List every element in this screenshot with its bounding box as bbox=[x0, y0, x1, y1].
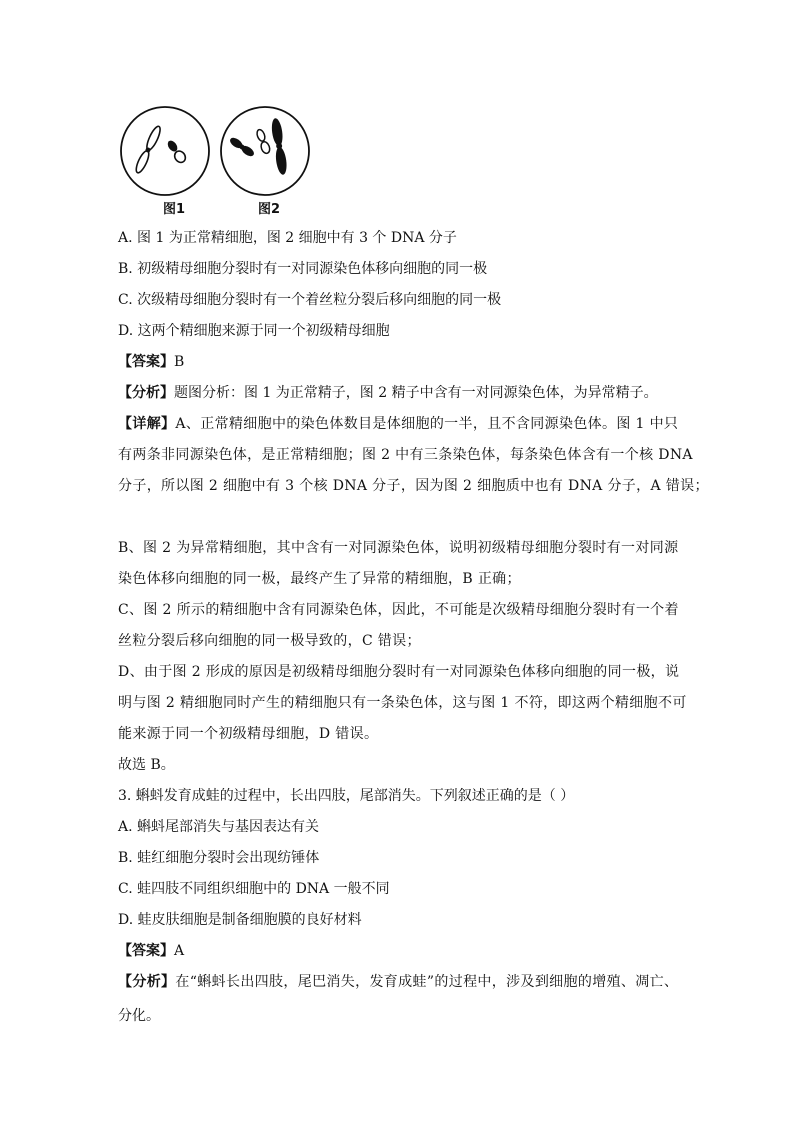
q2-conclusion: 故选 B。 bbox=[118, 757, 175, 773]
q2-detail-line-6: C、图 2 所示的精细胞中含有同源染色体，因此，不可能是次级精母细胞分裂时有一个着 bbox=[118, 602, 679, 618]
cell-1-chromosome-short bbox=[165, 138, 188, 164]
q2-detail-line-2: 有两条非同源染色体，是正常精细胞；图 2 中有三条染色体，每条染色体含有一个核 DNA bbox=[118, 447, 693, 463]
q3-option-a: A. 蝌蚪尾部消失与基因表达有关 bbox=[118, 819, 320, 835]
q2-detail-line-8: D、由于图 2 形成的原因是初级精母细胞分裂时有一对同源染色体移向细胞的同一极，说 bbox=[118, 664, 680, 680]
q2-option-c: C. 次级精母细胞分裂时有一个着丝粒分裂后移向细胞的同一极 bbox=[118, 292, 502, 308]
q2-detail-text-1: A、正常精细胞中的染色体数目是体细胞的一半，且不含同源染色体。图 1 中只 bbox=[175, 416, 679, 432]
q3-option-d: D. 蛙皮肤细胞是制备细胞膜的良好材料 bbox=[118, 912, 362, 928]
q2-detail-line-7: 丝粒分裂后移向细胞的同一极导致的，C 错误； bbox=[118, 633, 421, 649]
q2-detail-line-4: B、图 2 为异常精细胞，其中含有一对同源染色体，说明初级精母细胞分裂时有一对同源 bbox=[118, 540, 679, 556]
chromosome-diagram bbox=[118, 103, 318, 203]
q3-analysis-line-2: 分化。 bbox=[118, 1008, 160, 1024]
q2-option-a: A. 图 1 为正常精细胞，图 2 细胞中有 3 个 DNA 分子 bbox=[118, 230, 457, 246]
q2-detail-tag: 【详解】 bbox=[118, 416, 176, 432]
q2-answer-value: B bbox=[174, 354, 185, 370]
q2-analysis-text: 题图分析：图 1 为正常精子，图 2 精子中含有一对同源染色体，为异常精子。 bbox=[174, 385, 658, 401]
cell-2-chromosome-small-outline bbox=[255, 128, 271, 154]
q3-option-b: B. 蛙红细胞分裂时会出现纺锤体 bbox=[118, 850, 320, 866]
q2-option-b: B. 初级精母细胞分裂时有一对同源染色体移向细胞的同一极 bbox=[118, 261, 488, 277]
q2-analysis-tag: 【分析】 bbox=[118, 385, 174, 401]
q3-option-c: C. 蛙四肢不同组织细胞中的 DNA 一般不同 bbox=[118, 881, 390, 897]
q3-answer bbox=[118, 941, 184, 961]
q2-answer-tag: 【答案】 bbox=[118, 354, 174, 370]
sperm-cells-figure bbox=[118, 103, 318, 218]
q2-option-d: D. 这两个精细胞来源于同一个初级精母细胞 bbox=[118, 323, 390, 339]
cell-2-chromosome-long-filled bbox=[270, 118, 288, 176]
q2-detail-line-9: 明与图 2 精细胞同时产生的精细胞只有一条染色体，这与图 1 不符，即这两个精细胞不可 bbox=[118, 695, 687, 711]
figure-2-caption: 图2 bbox=[258, 202, 281, 217]
q2-analysis bbox=[118, 383, 658, 403]
q3-analysis-text-1: 在“蝌蚪长出四肢，尾巴消失，发育成蛙”的过程中，涉及到细胞的增殖、凋亡、 bbox=[175, 974, 679, 990]
q3-analysis-tag: 【分析】 bbox=[118, 974, 176, 990]
q3-analysis-line-1 bbox=[118, 972, 678, 992]
q2-answer bbox=[118, 352, 184, 372]
q3-stem: 3. 蝌蚪发育成蛙的过程中，长出四肢，尾部消失。下列叙述正确的是（ ） bbox=[118, 788, 575, 804]
q2-detail-line-5: 染色体移向细胞的同一极，最终产生了异常的精细胞，B 正确； bbox=[118, 571, 521, 587]
cell-2-outline bbox=[221, 107, 309, 195]
q2-detail-line-3: 分子，所以图 2 细胞中有 3 个核 DNA 分子，因为图 2 细胞质中也有 DNA 分子，A 错误； bbox=[118, 478, 709, 494]
q2-detail-line-1 bbox=[118, 414, 678, 434]
cell-1-outline bbox=[121, 107, 209, 195]
cell-1-chromosome-long bbox=[134, 125, 163, 175]
q3-answer-tag: 【答案】 bbox=[118, 943, 174, 959]
cell-2-chromosome-short-filled bbox=[228, 136, 256, 159]
q2-detail-line-10: 能来源于同一个初级精母细胞，D 错误。 bbox=[118, 726, 379, 742]
q3-answer-value: A bbox=[174, 943, 185, 959]
figure-1-caption: 图1 bbox=[163, 202, 186, 217]
